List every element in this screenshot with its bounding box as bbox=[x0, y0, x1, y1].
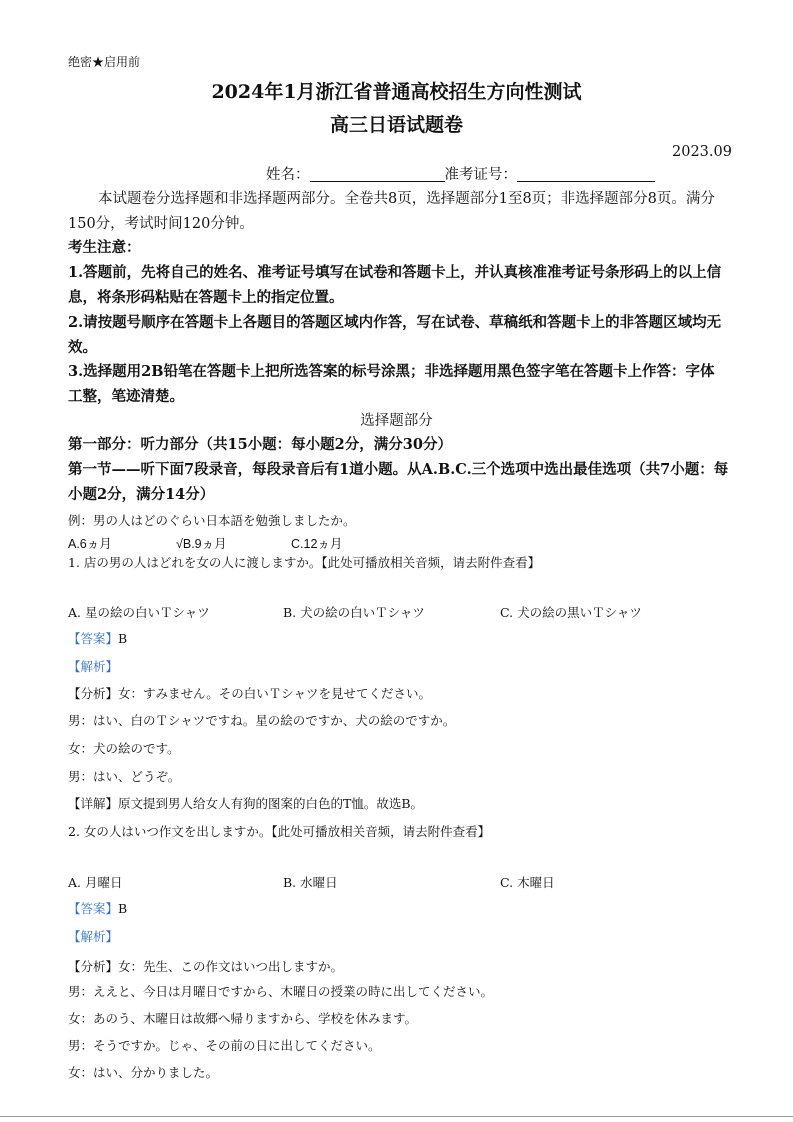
q1-analysis-line: 男：はい、どうぞ。 bbox=[68, 769, 181, 784]
q1-question: 1. 店の男の人はどれを女の人に渡しますか。【此处可播放相关音频，请去附件查看】 bbox=[68, 555, 541, 570]
q1-answer-row bbox=[68, 629, 127, 647]
q2-analysis-line: 女：あのう、木曜日は故郷へ帰りますから、学校を休みます。 bbox=[68, 1011, 418, 1026]
candidate-info-row bbox=[266, 163, 655, 188]
name-label: 姓名： bbox=[266, 167, 310, 183]
notice-item-2: 2.请按题号顺序在答题卡上各题目的答题区域内作答，写在试卷、草稿纸和答题卡上的非答题区域均无效。 bbox=[68, 314, 722, 356]
q2-option-b: B. 水曜日 bbox=[283, 875, 338, 890]
q1-answer: B bbox=[118, 631, 128, 646]
example-option-b: √B.9ヵ月 bbox=[176, 537, 227, 551]
q2-analysis-line: 男：そうですか。じゃ、その前の日に出してください。 bbox=[68, 1038, 381, 1053]
q1-analysis-line: 女：犬の絵のです。 bbox=[68, 741, 180, 756]
notice-item-3: 3.选择题用2B铅笔在答题卡上把所选答案的标号涂黑；非选择题用黑色签字笔在答题卡上作答：字体工整，笔迹清楚。 bbox=[68, 363, 715, 405]
exam-title: 2024年1月浙江省普通高校招生方向性测试 bbox=[211, 81, 582, 103]
example-option-c: C.12ヵ月 bbox=[291, 537, 343, 551]
q1-option-b: B. 犬の絵の白いＴシャツ bbox=[283, 605, 425, 620]
q2-option-c: C. 木曜日 bbox=[500, 875, 555, 890]
q2-answer: B bbox=[118, 901, 128, 916]
q1-option-a: A. 星の絵の白いＴシャツ bbox=[68, 605, 210, 620]
q2-answer-row bbox=[68, 899, 127, 917]
q1-analysis-line: 【详解】原文提到男人给女人有狗的图案的白色的T恤。故选B。 bbox=[68, 796, 424, 811]
q1-answer-label: 【答案】 bbox=[68, 631, 119, 646]
q2-analysis-line: 男：ええと、今日は月曜日ですから、木曜日の授業の時に出してください。 bbox=[68, 984, 494, 999]
q2-option-a: A. 月曜日 bbox=[68, 875, 123, 890]
part1-heading: 第一部分：听力部分（共15小题：每小题2分，满分30分） bbox=[68, 436, 452, 453]
q1-option-c: C. 犬の絵の黒いＴシャツ bbox=[500, 605, 642, 620]
page-bottom-divider bbox=[0, 1116, 793, 1117]
q2-analysis-label: 【解析】 bbox=[68, 929, 119, 944]
exam-date: 2023.09 bbox=[672, 144, 732, 160]
notice-item-1: 1.答题前，先将自己的姓名、准考证号填写在试卷和答题卡上，并认真核准准考证号条形码上的以上信息，将条形码粘贴在答题卡上的指定位置。 bbox=[68, 264, 722, 306]
confidential-label: 绝密★启用前 bbox=[68, 55, 141, 69]
name-blank bbox=[310, 165, 445, 182]
intro-paragraph: 本试题卷分选择题和非选择题两部分。全卷共8页，选择题部分1至8页；非选择题部分8页。满分150分，考试时间120分钟。 bbox=[68, 191, 715, 232]
q1-analysis-line: 男：はい、白のＴシャツですね。星の絵のですか、犬の絵のですか。 bbox=[68, 713, 456, 728]
exam-id-label: 准考证号： bbox=[444, 167, 517, 183]
exam-subtitle: 高三日语试题卷 bbox=[329, 114, 463, 136]
q1-analysis-line: 【分析】女：すみません。その白いＴシャツを見せてください。 bbox=[68, 686, 432, 701]
subsection1-heading: 第一节——听下面7段录音，每段录音后有1道小题。从A.B.C.三个选项中选出最佳选项（共7小题：每小题2分，满分14分） bbox=[68, 461, 729, 503]
example-option-a: A.6ヵ月 bbox=[68, 537, 112, 551]
q2-answer-label: 【答案】 bbox=[68, 901, 119, 916]
q2-analysis-line: 女：はい、分かりました。 bbox=[68, 1065, 219, 1080]
exam-id-blank bbox=[517, 165, 655, 182]
example-question: 例：男の人はどのぐらい日本語を勉強しましたか。 bbox=[68, 513, 356, 528]
q2-question: 2. 女の人はいつ作文を出しますか。【此处可播放相关音频，请去附件查看】 bbox=[68, 824, 491, 839]
notice-heading: 考生注意： bbox=[68, 239, 141, 256]
q1-analysis-label: 【解析】 bbox=[68, 659, 119, 674]
section-heading: 选择题部分 bbox=[360, 413, 433, 429]
q2-analysis-line: 【分析】女：先生、この作文はいつ出しますか。 bbox=[68, 959, 344, 974]
